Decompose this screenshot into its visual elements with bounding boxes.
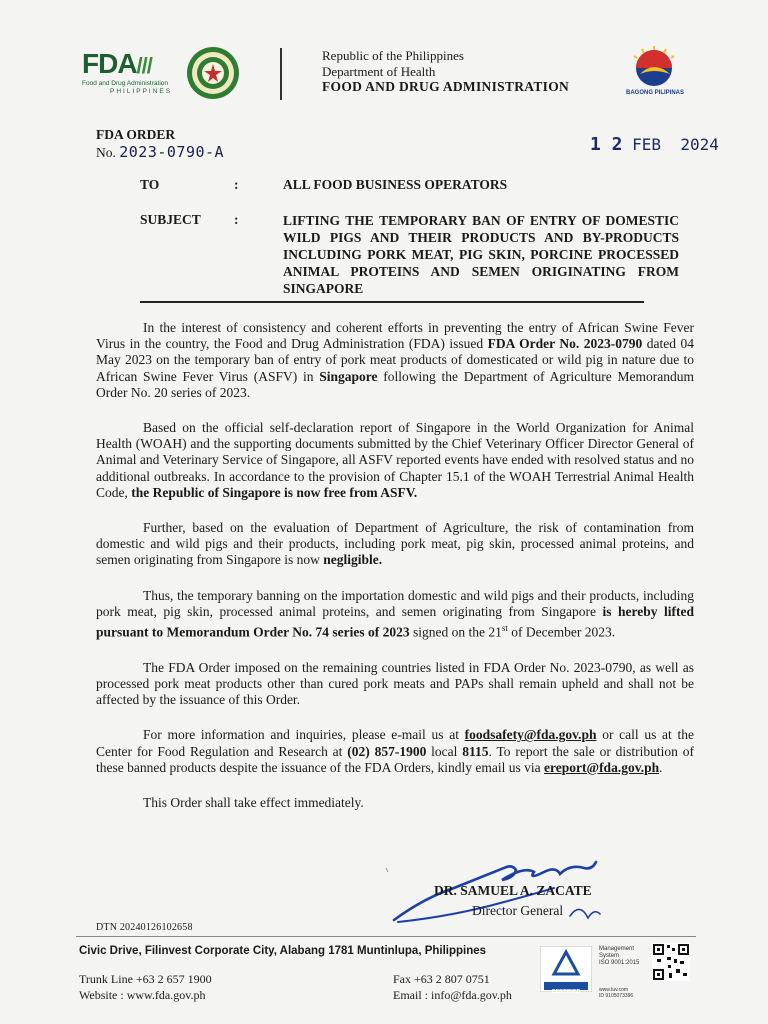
- to-colon: :: [234, 177, 239, 192]
- fda-logo-country: PHILIPPINES: [110, 88, 173, 95]
- footer-divider: [76, 936, 696, 937]
- paragraph-2: Based on the official self-declaration report of Singapore in the World Organization for Animal Health (WOAH) and the supporting documents submitted by the Chief Veterinary Officer Director General of Animal and Veterinary Service of Singapore, all ASFV reported events have ended with resolved status and no additional outbreaks. In accordance to the provision of Chapter 15.1 of the WOAH Terrestrial Animal Health Code, the Republic of Singapore is now free from ASFV.: [96, 420, 694, 500]
- ereport-email-link[interactable]: ereport@fda.gov.ph: [544, 759, 660, 775]
- subject-label: SUBJECT: [140, 212, 201, 227]
- tuv-label: TÜVRheinland CERTIFIED: [547, 984, 585, 995]
- email-line: Email : info@fda.gov.ph: [393, 987, 512, 1002]
- to-value: ALL FOOD BUSINESS OPERATORS: [283, 177, 508, 192]
- signatory-title: Director General: [472, 903, 564, 918]
- signatory-name: DR. SAMUEL A. ZACATE: [434, 883, 592, 898]
- cfrr-local: 8115: [462, 743, 489, 759]
- department-line: Department of Health: [322, 63, 436, 79]
- to-label: TO: [140, 177, 160, 192]
- order-number: 2023-0790-A: [119, 143, 225, 161]
- fax-line: Fax +63 2 807 0751: [393, 972, 490, 986]
- certification-text: Management System ISO 9001:2015: [599, 946, 640, 966]
- agency-heading: [322, 48, 569, 95]
- certification-id: www.tuv.com ID 9105073396: [599, 987, 634, 999]
- order-date-day: 1 2: [590, 134, 623, 155]
- document-tracking-number: DTN 20240126102658: [96, 922, 193, 933]
- doh-seal-icon: [186, 46, 240, 100]
- trunk-line: Trunk Line +63 2 657 1900: [79, 972, 212, 986]
- header-divider: [280, 48, 282, 100]
- bagong-pilipinas-label: BAGONG PILIPINAS: [625, 90, 684, 96]
- paragraph-7: This Order shall take effect immediately.: [143, 794, 364, 810]
- republic-line: Republic of the Philippines: [322, 48, 464, 63]
- order-date-month-year: FEB 2024: [632, 135, 719, 154]
- subject-colon: :: [234, 212, 239, 227]
- footer-contacts-right: [393, 972, 512, 1003]
- order-label: FDA ORDER: [96, 127, 176, 142]
- paragraph-3: Further, based on the evaluation of Department of Agriculture, the risk of contamination from domestic and wild pigs and their products, including pork meat, pig skin, processed animal proteins, and semen originating from Singapore is now negligible.: [96, 520, 694, 568]
- subject-divider: [140, 301, 644, 303]
- paragraph-5: The FDA Order imposed on the remaining countries listed in FDA Order No. 2023-0790, as well as processed pork meat products other than cured pork meats and PAPs shall remain upheld and shall not be affected by the issuance of this Order.: [96, 659, 694, 708]
- footer-address: Civic Drive, Filinvest Corporate City, Alabang 1781 Muntinlupa, Philippines: [79, 945, 487, 957]
- foodsafety-email-link[interactable]: foodsafety@fda.gov.ph: [464, 727, 597, 743]
- order-body: [96, 320, 694, 811]
- fda-logo-word: FDA: [82, 48, 137, 79]
- website-line: Website : www.fda.gov.ph: [79, 987, 206, 1002]
- subject-value: LIFTING THE TEMPORARY BAN OF ENTRY OF DOMESTIC WILD PIGS AND THEIR PRODUCTS AND BY-PRODUCTS INCLUDING PORK MEAT, PIG SKIN, PORCINE PROCESSED ANIMAL PROTEINS AND SEMEN ORIGINATING FROM SINGAPORE: [283, 213, 679, 296]
- order-number-line: [96, 143, 224, 161]
- qr-code-icon: [652, 943, 690, 981]
- order-date-stamp: [590, 134, 719, 155]
- fda-logo-slashes-icon: ///: [136, 53, 152, 78]
- paragraph-4: Thus, the temporary banning on the importation domestic and wild pigs and their products, including pork meat, pig skin, processed animal proteins, and semen originating from Singapore is hereby lifted pursuant to Memorandum Order No. 74 series of 2023 signed on the 21st of December 2023.: [96, 587, 694, 640]
- paragraph-6: For more information and inquiries, please e-mail us at foodsafety@fda.gov.ph or call us at the Center for Food Regulation and Research at (02) 857-1900 local 8115. To report the sale or distribution of these banned products despite the issuance of the FDA Orders, kindly email us via ereport@fda.gov.ph.: [96, 727, 694, 775]
- agency-name: FOOD AND DRUG ADMINISTRATION: [322, 79, 570, 94]
- bagong-pilipinas-logo-icon: [622, 44, 686, 96]
- order-number-prefix: No.: [96, 145, 116, 160]
- fda-logo-subtitle: Food and Drug Administration: [82, 80, 168, 87]
- paragraph-1: In the interest of consistency and coherent efforts in preventing the entry of African Swine Fever Virus in the country, the Food and Drug Administration (FDA) issued FDA Order No. 2023-0790 dated 04 May 2023 on the temporary ban of entry of pork meat products of domesticated or wild pig in nature due to African Swine Fever Virus (ASFV) in Singapore following the Department of Agriculture Memorandum Order No. 20 series of 2023.: [96, 320, 694, 400]
- cfrr-phone: (02) 857-1900: [347, 743, 427, 759]
- fda-logo: [82, 50, 182, 96]
- footer-contacts-left: [79, 972, 212, 1003]
